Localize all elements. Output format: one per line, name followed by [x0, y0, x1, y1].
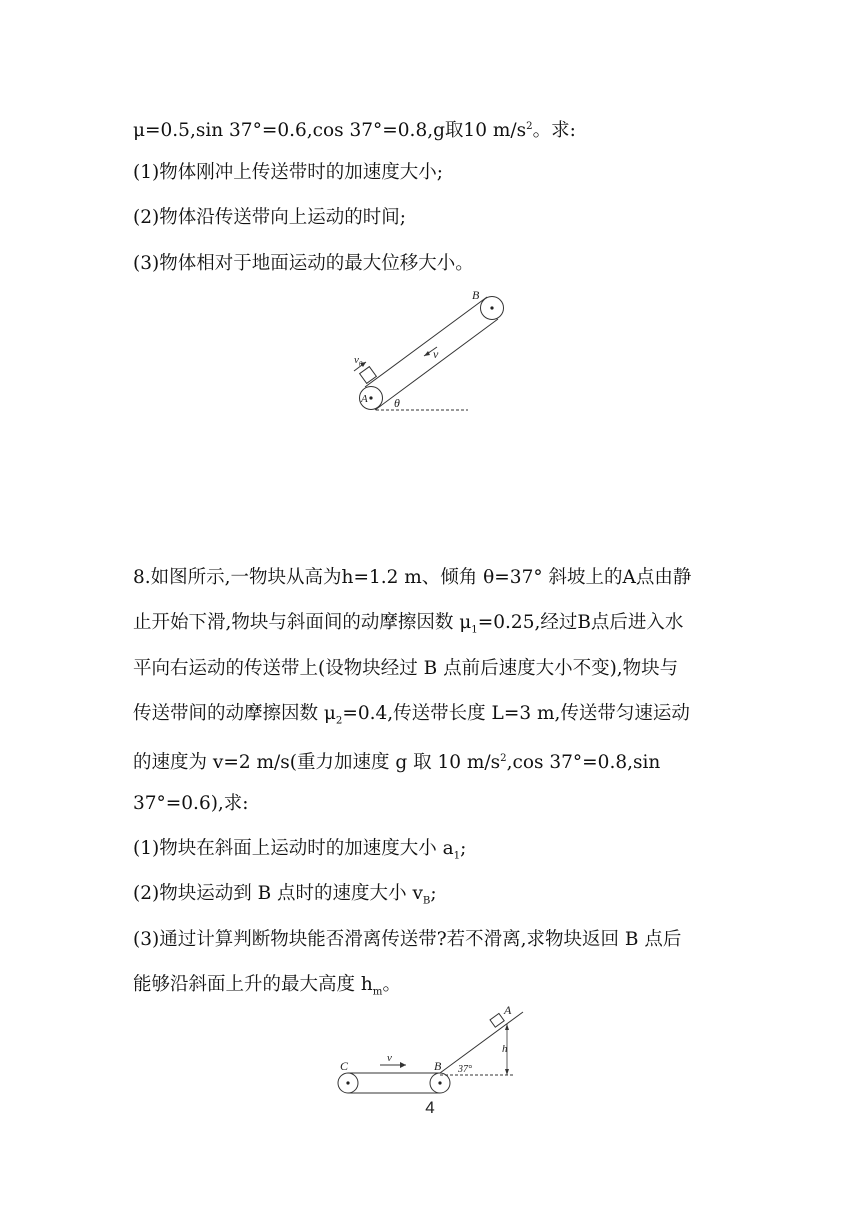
label-v0: $v_0$: [354, 354, 363, 368]
label-h: h: [502, 1043, 508, 1055]
label-a: A: [504, 1003, 512, 1017]
p8-line-1: 8.如图所示,一物块从高为h=1.2 m、倾角 θ=37° 斜坡上的A点由静: [133, 567, 692, 588]
p8-question-2: (2)物块运动到 B 点时的速度大小 $v_B$;: [133, 883, 437, 907]
p7-question-2: (2)物体沿传送带向上运动的时间;: [133, 207, 406, 228]
p8-conveyor-figure: [330, 1000, 530, 1100]
label-b: B: [434, 1059, 442, 1073]
p8-question-1: (1)物块在斜面上运动时的加速度大小 $a_1$;: [133, 838, 467, 862]
p8-line-4: 传送带间的动摩擦因数 $\mu_2=0.4$,传送带长度 L=3 m,传送带匀速运动: [133, 703, 690, 727]
p8-question-3-line-1: (3)通过计算判断物块能否滑离传送带?若不滑离,求物块返回 B 点后: [133, 929, 682, 950]
label-v: v: [387, 1052, 392, 1064]
p8-question-3-line-2: 能够沿斜面上升的最大高度 $h_m$。: [133, 974, 401, 998]
label-v: v: [433, 347, 439, 361]
p7-question-3: (3)物体相对于地面运动的最大位移大小。: [133, 253, 474, 274]
label-theta: θ: [394, 396, 400, 410]
page-number: 4: [425, 1098, 435, 1117]
p8-line-3: 平向右运动的传送带上(设物块经过 B 点前后速度大小不变),物块与: [133, 658, 679, 679]
p8-line-2: 止开始下滑,物块与斜面间的动摩擦因数 $\mu_1=0.25$,经过B点后进入水: [133, 612, 684, 636]
p7-question-1: (1)物体刚冲上传送带时的加速度大小;: [133, 162, 443, 183]
p8-line-5: 的速度为 v=2 m/s(重力加速度 g 取 10 $m/s^2,\cos$ 37°=0.8,sin: [133, 752, 661, 774]
block: [490, 1013, 504, 1027]
label-a: A: [361, 393, 368, 405]
label-angle: 37°: [458, 1064, 472, 1075]
label-b: B: [472, 288, 480, 302]
p7-conveyor-figure: [340, 285, 530, 420]
p7-given-line: μ=0.5,sin 37°=0.6,cos 37°=0.8,g取10 $m/s^2$。求:: [133, 120, 576, 142]
label-c: C: [340, 1059, 349, 1073]
p8-line-6: 37°=0.6),求:: [133, 793, 249, 814]
